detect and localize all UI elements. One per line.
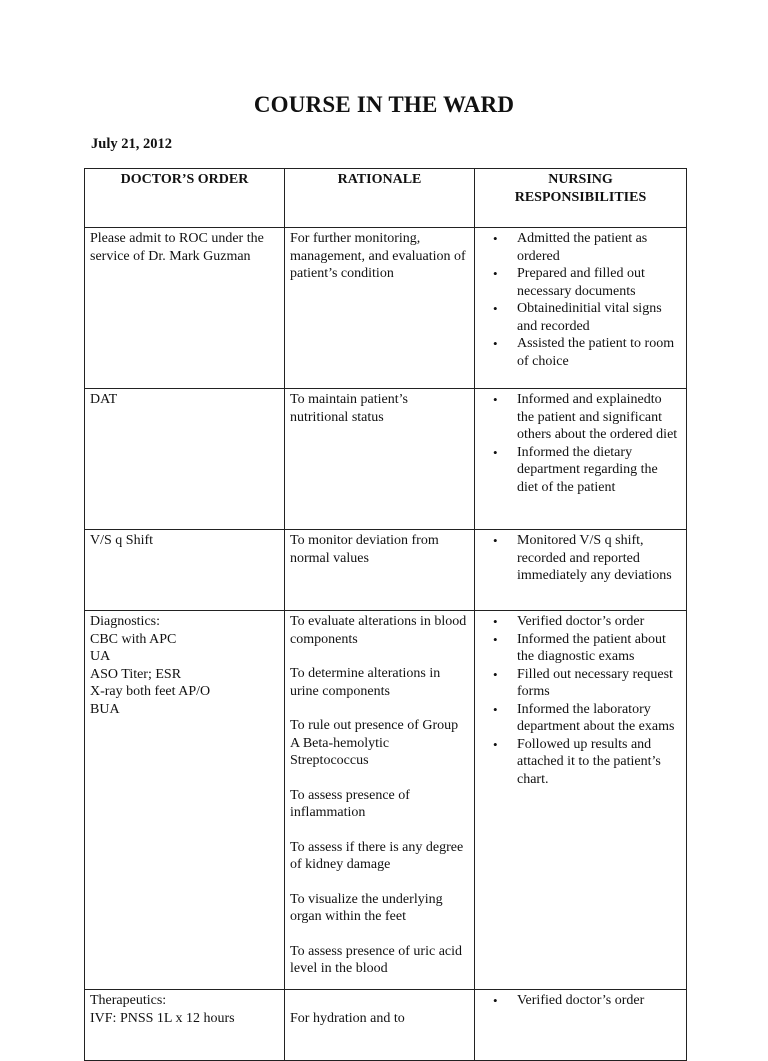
rationale-item: To assess presence of uric acid level in the blood <box>290 943 463 976</box>
list-item: • Informed the patient about the diagnostic exams <box>517 631 681 666</box>
list-item: • Followed up results and attached it to the patient’s chart. <box>517 736 681 789</box>
rationale-cell <box>285 530 475 611</box>
table-row <box>85 611 687 990</box>
rationale-cell <box>285 228 475 389</box>
list-item: • Informed the laboratory department about the exams <box>517 701 681 736</box>
list-item: • Assisted the patient to room of choice <box>517 335 681 370</box>
responsibilities-list <box>480 230 681 370</box>
rationale-cell <box>285 611 475 990</box>
list-item: • Informed and explainedto the patient and significant others about the ordered diet <box>517 391 681 444</box>
order-cell: DAT <box>85 389 285 530</box>
responsibilities-list <box>480 532 681 585</box>
rationale-cell <box>285 990 475 1061</box>
list-item: • Prepared and filled out necessary documents <box>517 265 681 300</box>
list-item: • Verified doctor’s order <box>517 992 681 1010</box>
responsibilities-cell <box>475 990 687 1061</box>
order-cell: Diagnostics: CBC with APC UA ASO Titer; ESR X-ray both feet AP/O BUA <box>85 611 285 990</box>
table-row <box>85 228 687 389</box>
rationale-cell <box>285 389 475 530</box>
table-row <box>85 990 687 1061</box>
header-nursing-responsibilities: NURSING RESPONSIBILITIES <box>475 169 687 228</box>
list-item: • Verified doctor’s order <box>517 613 681 631</box>
header-doctors-order: DOCTOR’S ORDER <box>85 169 285 228</box>
rationale-item: To evaluate alterations in blood components <box>290 614 467 647</box>
rationale-item: To determine alterations in urine components <box>290 666 441 699</box>
rationale-item: To rule out presence of Group A Beta-hemolytic Streptococcus <box>290 718 459 768</box>
list-item: • Admitted the patient as ordered <box>517 230 681 265</box>
responsibilities-cell <box>475 228 687 389</box>
course-table <box>84 168 687 1061</box>
rationale-item: To visualize the underlying organ within the feet <box>290 891 443 924</box>
order-cell: V/S q Shift <box>85 530 285 611</box>
order-cell: Please admit to ROC under the service of Dr. Mark Guzman <box>85 228 285 389</box>
responsibilities-list <box>480 391 681 496</box>
rationale-item: For hydration and to <box>290 1011 405 1026</box>
document-title: COURSE IN THE WARD <box>253 92 515 117</box>
order-cell: Therapeutics: IVF: PNSS 1L x 12 hours <box>85 990 285 1061</box>
list-item: • Filled out necessary request forms <box>517 666 681 701</box>
rationale-item: To assess presence of inflammation <box>290 787 410 820</box>
table-header-row <box>85 169 687 228</box>
responsibilities-cell <box>475 611 687 990</box>
responsibilities-cell <box>475 389 687 530</box>
rationale-item: For further monitoring, management, and evaluation of patient’s condition <box>290 231 466 281</box>
responsibilities-list <box>480 992 681 1010</box>
table-row <box>85 389 687 530</box>
list-item: • Monitored V/S q shift, recorded and reported immediately any deviations <box>517 532 681 585</box>
table-row <box>85 530 687 611</box>
list-item: • Obtainedinitial vital signs and recorded <box>517 300 681 335</box>
document-date: July 21, 2012 <box>91 136 172 152</box>
list-item: • Informed the dietary department regarding the diet of the patient <box>517 444 681 497</box>
responsibilities-cell <box>475 530 687 611</box>
responsibilities-list <box>480 613 681 788</box>
rationale-item: To assess if there is any degree of kidney damage <box>290 839 464 872</box>
header-rationale: RATIONALE <box>285 169 475 228</box>
rationale-item: To maintain patient’s nutritional status <box>290 392 408 425</box>
rationale-item: To monitor deviation from normal values <box>290 533 439 566</box>
